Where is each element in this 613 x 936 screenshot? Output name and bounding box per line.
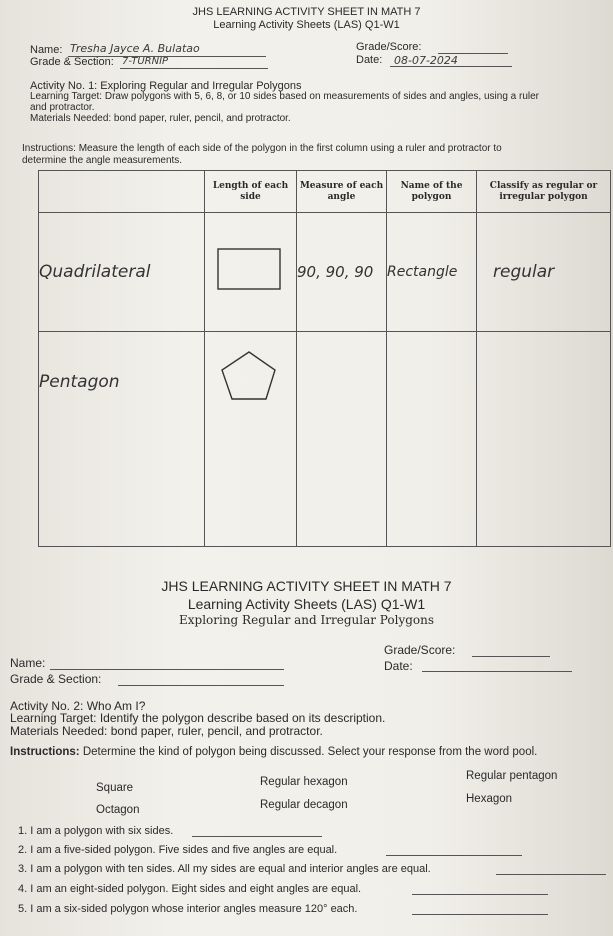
rectangle-cell	[205, 213, 297, 332]
sheet1-title: JHS LEARNING ACTIVITY SHEET IN MATH 7	[192, 6, 421, 18]
question-5: 5. I am a six-sided polygon whose interior angles measure 120° each.	[18, 903, 358, 915]
word-pool-item: Hexagon	[466, 793, 513, 805]
sheet2-subtitle2: Exploring Regular and Irregular Polygons	[178, 613, 435, 627]
grade-section-value: 7-TURNIP	[122, 56, 169, 67]
question-1: 1. I am a polygon with six sides.	[18, 825, 174, 837]
word-pool-item: Square	[96, 782, 134, 794]
sheet2-subtitle: Learning Activity Sheets (LAS) Q1-W1	[187, 596, 426, 612]
grade-section-line-2	[118, 685, 284, 686]
answer-line-1[interactable]	[192, 836, 322, 837]
sheet1-subtitle: Learning Activity Sheets (LAS) Q1-W1	[213, 19, 400, 31]
grade-section-line	[120, 68, 268, 69]
name-value: Tresha Jayce A. Bulatao	[70, 42, 200, 55]
name-line-2	[50, 669, 284, 670]
date-label-2: Date:	[384, 659, 413, 673]
instructions-2	[10, 746, 537, 758]
table-row	[39, 332, 611, 547]
pentagon-drawing	[205, 332, 297, 422]
materials-1: Materials Needed: bond paper, ruler, pencil, and protractor.	[30, 113, 291, 124]
row-label-quadrilateral: Quadrilateral	[39, 213, 205, 332]
angles-value: 90, 90, 90	[297, 213, 387, 332]
classify-value: regular	[477, 213, 611, 332]
date-label: Date:	[356, 54, 383, 66]
word-pool-item: Regular hexagon	[260, 776, 348, 788]
learning-target-1-cont: and protractor.	[30, 102, 95, 113]
answer-line-3[interactable]	[496, 874, 606, 875]
table-cell-empty	[387, 332, 477, 547]
pentagon-cell	[205, 332, 297, 547]
table-header-blank	[39, 171, 205, 213]
table-header-row	[39, 171, 611, 213]
table-row	[39, 213, 611, 332]
instructions-1-line2: determine the angle measurements.	[22, 155, 183, 166]
polygon-name-value: Rectangle	[387, 213, 477, 332]
name-label: Name:	[30, 44, 63, 56]
answer-line-5[interactable]	[412, 914, 548, 915]
grade-score-label: Grade/Score:	[356, 41, 422, 53]
grade-score-line-2	[472, 656, 550, 657]
polygon-table	[38, 170, 611, 547]
row-label-pentagon: Pentagon	[39, 332, 205, 547]
question-3: 3. I am a polygon with ten sides. All my sides are equal and interior angles are equal.	[18, 863, 431, 875]
name-label-2: Name:	[10, 656, 46, 670]
table-cell-empty	[297, 332, 387, 547]
word-pool-item: Regular decagon	[260, 799, 348, 811]
learning-target-2: Learning Target: Identify the polygon describe based on its description.	[10, 711, 386, 725]
table-cell-empty	[477, 332, 611, 547]
word-pool-item: Octagon	[96, 804, 140, 816]
date-line-2	[422, 671, 572, 672]
question-2: 2. I am a five-sided polygon. Five sides and five angles are equal.	[18, 844, 338, 856]
activity-2-title: Activity No. 2: Who Am I?	[10, 699, 146, 713]
word-pool-item: Regular pentagon	[466, 770, 558, 782]
question-4: 4. I am an eight-sided polygon. Eight sides and eight angles are equal.	[18, 883, 362, 895]
grade-section-label: Grade & Section:	[30, 56, 114, 68]
header-measure: Measure of each angle	[297, 171, 387, 213]
header-classify: Classify as regular or irregular polygon	[477, 171, 611, 213]
answer-line-4[interactable]	[412, 894, 548, 895]
grade-section-label-2: Grade & Section:	[10, 672, 102, 686]
sheet2-title: JHS LEARNING ACTIVITY SHEET IN MATH 7	[161, 578, 452, 594]
instructions-2-bold: Instructions:	[10, 746, 80, 758]
header-length: Length of each side	[205, 171, 297, 213]
header-name: Name of the polygon	[387, 171, 477, 213]
activity-1-title: Activity No. 1: Exploring Regular and Irregular Polygons	[30, 80, 302, 92]
rectangle-drawing	[205, 213, 297, 326]
instructions-2-text: Determine the kind of polygon being discussed. Select your response from the word pool.	[79, 746, 538, 758]
learning-target-1: Learning Target: Draw polygons with 5, 6, 8, or 10 sides based on measurements of sides and angles, using a ruler	[30, 91, 539, 102]
grade-score-label-2: Grade/Score:	[384, 643, 456, 657]
materials-2: Materials Needed: bond paper, ruler, pencil, and protractor.	[10, 724, 323, 738]
answer-line-2[interactable]	[386, 855, 522, 856]
instructions-1-line1: Instructions: Measure the length of each side of the polygon in the first column using a ruler and protractor to	[22, 143, 502, 154]
date-value: 08-07-2024	[394, 54, 458, 67]
